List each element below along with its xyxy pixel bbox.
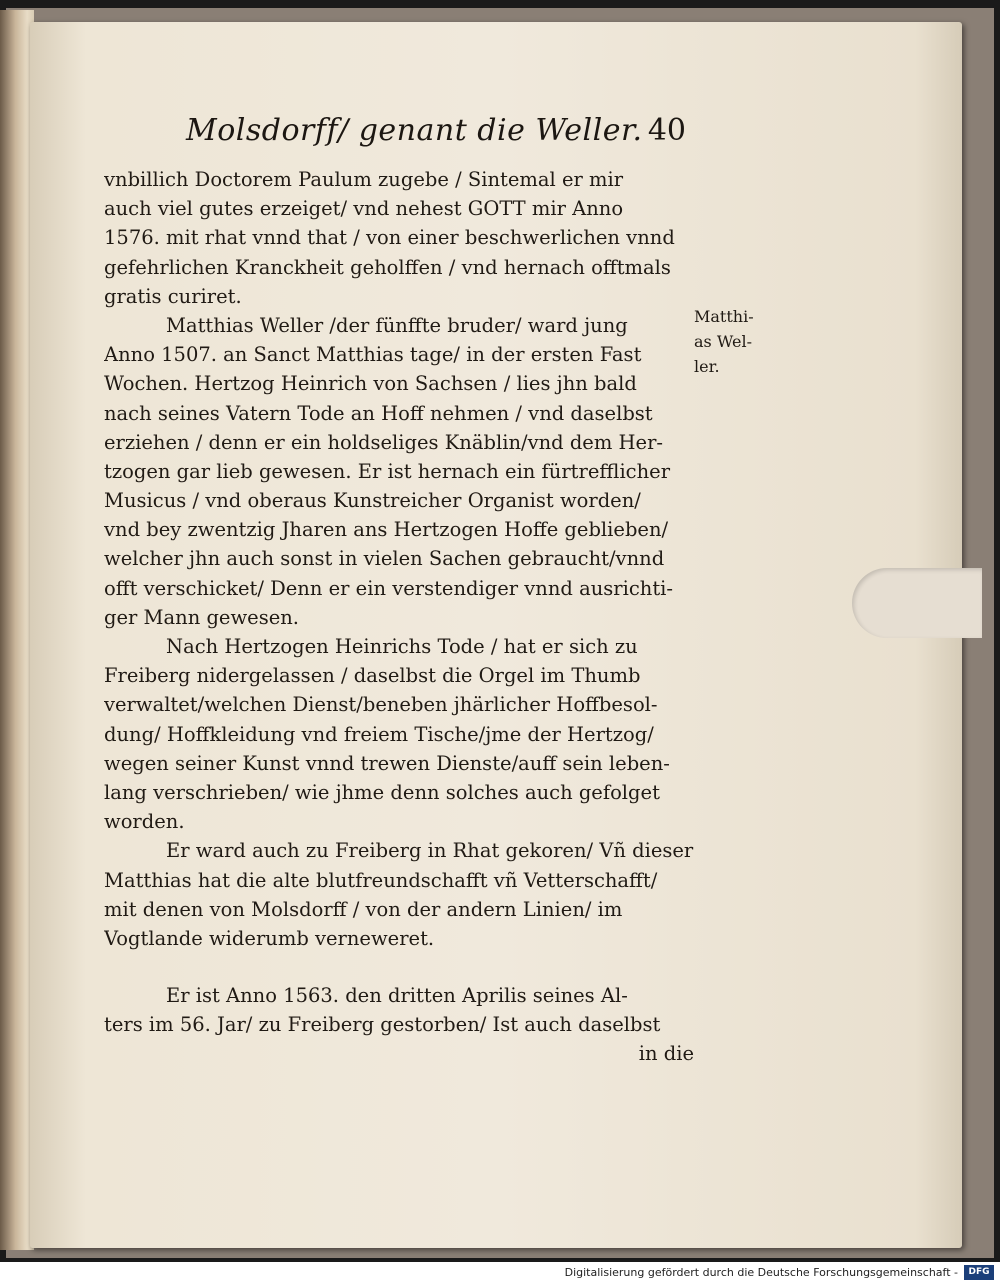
text-line: Wochen. Hertzog Heinrich von Sachsen / lies jhn bald — [104, 372, 637, 396]
catchword: in die — [638, 1042, 694, 1066]
running-head: Molsdorff/ genant die Weller. — [186, 113, 643, 148]
text-line: gratis curiret. — [104, 284, 242, 308]
text-line: tzogen gar lieb gewesen. Er ist hernach ein fürtrefflicher — [104, 459, 671, 483]
text-line: Er ward auch zu Freiberg in Rhat gekoren/ Vñ dieser — [166, 839, 694, 863]
text-line: nach seines Vatern Tode an Hoff nehmen / vnd daselbst — [104, 401, 653, 425]
dfg-logo: DFG — [964, 1265, 994, 1280]
text-line: worden. — [104, 810, 185, 834]
text-line: erziehen / denn er ein holdseliges Knäblin/vnd dem Her- — [104, 430, 663, 454]
text-line: Vogtlande widerumb verneweret. — [104, 926, 435, 950]
text-line: Anno 1507. an Sanct Matthias tage/ in der ersten Fast — [104, 343, 642, 367]
text-line: auch viel gutes erzeiget/ vnd nehest GOTT mir Anno — [104, 197, 624, 221]
text-line: Freiberg nidergelassen / daselbst die Orgel im Thumb — [104, 664, 641, 688]
text-line: Matthias hat die alte blutfreundschafft vñ Vetterschafft/ — [104, 868, 658, 892]
marginal-line: ler. — [694, 357, 720, 376]
main-text — [104, 165, 694, 1069]
text-line: vnbillich Doctorem Paulum zugebe / Sintemal er mir — [104, 168, 624, 191]
footer-credit: Digitalisierung gefördert durch die Deutsche Forschungsgemeinschaft - — [564, 1266, 958, 1279]
text-line: gefehrlichen Kranckheit geholffen / vnd hernach offtmals — [104, 255, 671, 279]
marginal-line: Matthi- — [694, 307, 754, 326]
text-line: Nach Hertzogen Heinrichs Tode / hat er sich zu — [166, 635, 638, 658]
book-spine — [0, 10, 34, 1250]
text-line: Matthias Weller /der fünffte bruder/ ward jung — [166, 313, 628, 337]
text-line: wegen seiner Kunst vnnd trewen Dienste/auff sein leben- — [104, 751, 670, 775]
text-line: Er ist Anno 1563. den dritten Aprilis seines Al- — [166, 984, 628, 1008]
text-line: vnd bey zwentzig Jharen ans Hertzogen Hoffe geblieben/ — [104, 518, 669, 542]
text-line: verwaltet/welchen Dienst/beneben jhärlicher Hoffbesol- — [104, 693, 658, 717]
paragraph-gap — [104, 953, 694, 981]
text-line: lang verschrieben/ wie jhme denn solches auch gefolget — [104, 780, 660, 804]
page-header — [186, 113, 686, 163]
text-line: dung/ Hoffkleidung vnd freiem Tische/jme der Hertzog/ — [104, 722, 654, 746]
bookmark-tab — [852, 568, 982, 638]
text-line: 1576. mit rhat vnnd that / von einer beschwerlichen vnnd — [104, 226, 675, 250]
marginal-note — [694, 304, 784, 379]
text-line: mit denen von Molsdorff / von der andern Linien/ im — [104, 897, 623, 921]
text-line: Musicus / vnd oberaus Kunstreicher Organist worden/ — [104, 489, 641, 513]
page-number: 40 — [647, 113, 686, 148]
footer-bar — [0, 1262, 1000, 1284]
text-line: offt verschicket/ Denn er ein verstendiger vnnd ausrichti- — [104, 576, 673, 600]
text-line: ger Mann gewesen. — [104, 605, 300, 629]
marginal-line: as Wel- — [694, 332, 752, 351]
text-line: ters im 56. Jar/ zu Freiberg gestorben/ Ist auch daselbst — [104, 1013, 661, 1037]
text-line: welcher jhn auch sonst in vielen Sachen gebraucht/vnnd — [104, 547, 665, 571]
